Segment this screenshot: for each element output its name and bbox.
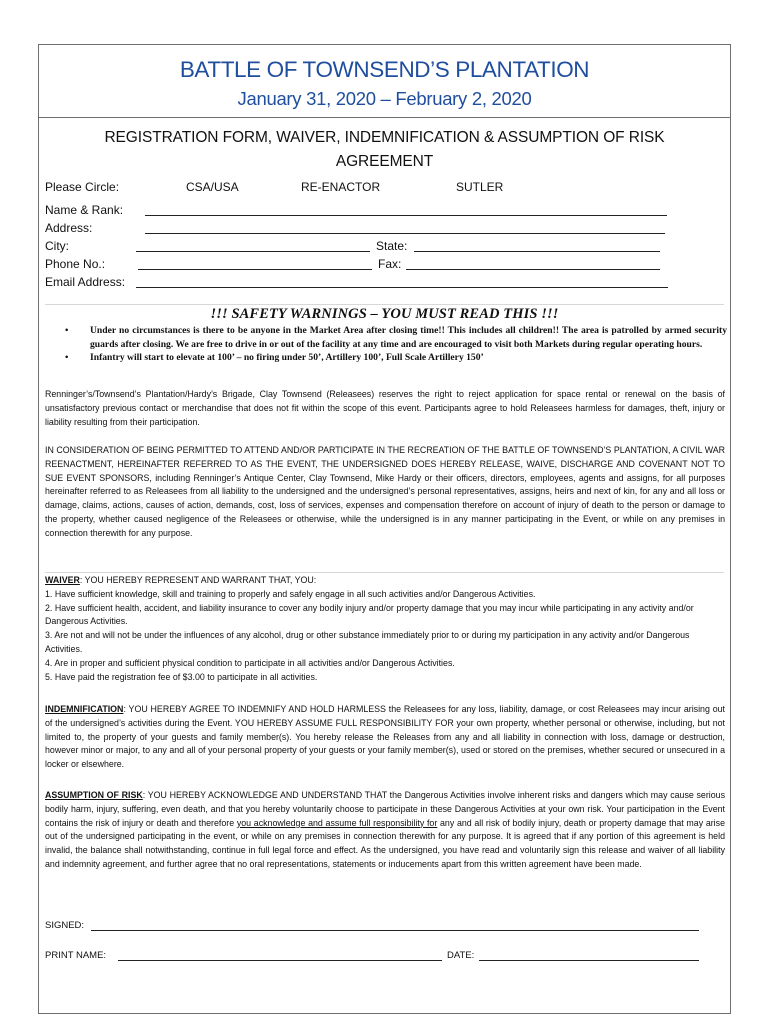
state-field[interactable]	[414, 251, 660, 252]
assumption-of-risk-section	[45, 789, 725, 872]
email-label: Email Address:	[45, 275, 126, 289]
divider	[45, 572, 724, 573]
option-sutler[interactable]: SUTLER	[456, 180, 504, 194]
assumption-label: ASSUMPTION OF RISK	[45, 790, 143, 800]
safety-bullet-text: Under no circumstances is there to be anyone in the Market Area after closing time!! This includes all children!! The area is patrolled by armed security guards after closing. We are free to drive in or out of the facility at any time and are encouraged to visit both Markets during regular operating hours.	[90, 325, 727, 350]
waiver-item: 5. Have paid the registration fee of $3.00 to participate in all activities.	[45, 671, 318, 682]
document-frame	[38, 44, 731, 1014]
signed-label: SIGNED:	[45, 920, 85, 931]
event-dates: January 31, 2020 – February 2, 2020	[237, 88, 532, 109]
signature-field[interactable]	[91, 930, 699, 931]
address-label: Address:	[45, 221, 93, 235]
safety-warnings-heading: !!! SAFETY WARNINGS – YOU MUST READ THIS !!!	[210, 306, 559, 322]
consideration-paragraph: IN CONSIDERATION OF BEING PERMITTED TO ATTEND AND/OR PARTICIPATE IN THE RECREATION OF THE BATTLE OF TOWNSEND’S PLANTATION, A CIVIL WAR REENACTMENT, HEREINAFTER REFERRED TO AS THE EVENT, THE UNDERSIGNED DOES HEREBY RELEASE, WAIVE, DISCHARGE AND COVENANT NOT TO SUE EVENT SPONSORS, including Renninger’s Antique Center, Clay Townsend, Mike Hardy or their officers, directors, employees, agents and assigns, for all purposes hereinafter referred to as Releasees from all liability to the undersigned and the undersigned’s personal representatives, assigns, heirs and next of kin, for any and all loss or damage, claims, actions, causes of action, demands, cost, loss of services, expenses and compensation therefore on account of injury of death to the person or damage to the property, whether caused negligence of the Releasees or otherwise, while the undersigned is in any manner participating in the Event, or while on any premises in connection therewith for any purpose.	[45, 445, 725, 538]
safety-bullet-text: Infantry will start to elevate at 100’ – no firing under 50’, Artillery 100’, Full Scale Artillery 150’	[90, 352, 484, 364]
indemnification-section	[45, 703, 725, 772]
waiver-lead: : YOU HEREBY REPRESENT AND WARRANT THAT, YOU:	[79, 575, 317, 585]
name-rank-label: Name & Rank:	[45, 203, 124, 217]
waiver-label: WAIVER	[45, 575, 80, 585]
option-re-enactor[interactable]: RE-ENACTOR	[301, 180, 381, 194]
bullet-icon: •	[65, 352, 69, 364]
form-title-line1: REGISTRATION FORM, WAIVER, INDEMNIFICATION & ASSUMPTION OF RISK	[104, 129, 665, 146]
email-field[interactable]	[136, 287, 668, 288]
fax-label: Fax:	[378, 257, 402, 271]
indemnification-label: INDEMNIFICATION	[45, 704, 124, 714]
safety-bullets	[65, 324, 727, 365]
date-label: DATE:	[447, 950, 475, 961]
state-label: State:	[376, 239, 408, 253]
date-field[interactable]	[479, 960, 699, 961]
safety-bullet	[65, 324, 727, 351]
name-rank-field[interactable]	[145, 215, 667, 216]
waiver-item: 4. Are in proper and sufficient physical condition to participate in all activities and/or Dangerous Activities.	[45, 657, 455, 668]
waiver-item: 2. Have sufficient health, accident, and liability insurance to cover any bodily injury and/or property damage that you may incur while participating in any activity and/or Dangerous Activities.	[45, 602, 694, 627]
city-field[interactable]	[136, 251, 370, 252]
waiver-heading	[45, 574, 725, 588]
option-csa-usa[interactable]: CSA/USA	[186, 180, 239, 194]
form-title	[39, 126, 730, 174]
assumption-text-2: any and all risk of bodily injury, death or property damage that may arise out of the undersigned participating in the event, or while on any premises in connection therewith for any purpose. It is agreed that if any portion of this agreement is held invalid, the balance shall notwithstanding, continue in full legal force and effect. As the undersigned, you have read and voluntarily sign this release and waiver of all liability and indemnity agreement, and further agree that no oral representations, statements or inducements apart from this written agreement have been made.	[45, 817, 725, 869]
safety-bullet	[65, 351, 727, 365]
waiver-item: 1. Have sufficient knowledge, skill and training to properly and safely engage in all such activities and/or Dangerous Activities.	[45, 588, 536, 599]
assumption-underlined: you acknowledge and assume full responsibility for	[236, 817, 438, 828]
city-label: City:	[45, 239, 69, 253]
address-field[interactable]	[145, 233, 665, 234]
fax-field[interactable]	[406, 269, 660, 270]
divider	[45, 304, 724, 305]
indemnification-text: : YOU HEREBY AGREE TO INDEMNIFY AND HOLD HARMLESS the Releasees for any loss, liability, damage, or cost Releasees may incur arising out of the undersigned’s activities during the Event. YOU HEREBY ASSUME FULL RESPONSIBILITY FOR your own property, whether personal or otherwise, including, but not limited to, the property of your guests and family member(s). You hereby release the Releases from any and all liability in connection with loss, damage or destruction, however minor or major, to any and all of your personal property of your guests or your family member(s), used or stored on the premises, whether secured or unsecured in a locker or elsewhere.	[45, 704, 725, 770]
print-name-label: PRINT NAME:	[45, 950, 107, 961]
event-header	[39, 45, 730, 118]
event-title: BATTLE OF TOWNSEND’S PLANTATION	[179, 57, 590, 82]
phone-field[interactable]	[138, 269, 372, 270]
please-circle-label: Please Circle:	[45, 180, 120, 194]
assumption-text-1: : YOU HEREBY ACKNOWLEDGE AND UNDERSTAND THAT the Dangerous Activities involve inherent risks and dangers which may cause serious bodily harm, injury, suffering, even death, and that you hereby voluntarily choose to participate in these Dangerous Activities at your own risk. Your participation in the Event contains the risk of injury or death and therefore	[45, 790, 725, 828]
rental-policy-paragraph: Renninger’s/Townsend’s Plantation/Hardy’s Brigade, Clay Townsend (Releasees) reserves the right to reject application for space rental or renewal on the basis of unsatisfactory previous contact or merchandise that does not fit within the scope of this event. Participants agree to hold Releasees harmless for damages, theft, injury or liability resulting from their participation.	[45, 389, 725, 427]
print-name-field[interactable]	[118, 960, 442, 961]
waiver-item: 3. Are not and will not be under the influences of any alcohol, drug or other substance immediately prior to or during my participation in any activity and/or Dangerous Activities.	[45, 630, 690, 654]
form-title-line2: AGREEMENT	[335, 153, 434, 170]
bullet-icon: •	[65, 325, 69, 336]
phone-label: Phone No.:	[45, 257, 106, 271]
waiver-section	[45, 574, 725, 684]
